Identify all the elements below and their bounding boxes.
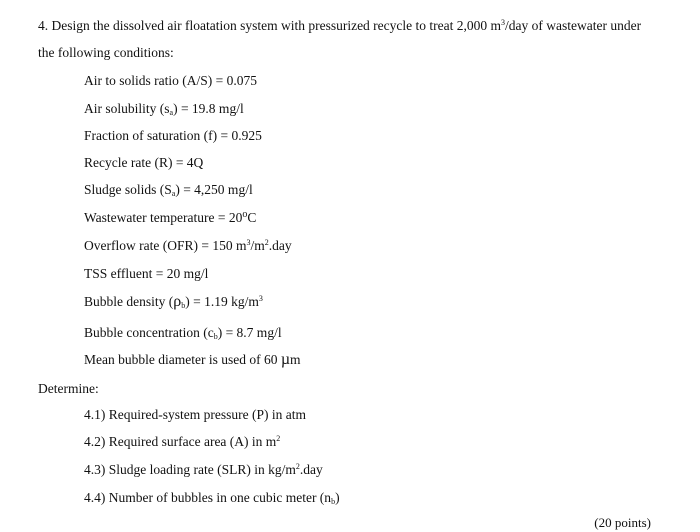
condition-air-solids-ratio: Air to solids ratio (A/S) = 0.075 [84,73,257,88]
condition-mean-bubble-diameter: Mean bubble diameter is used of 60 µm [84,351,301,368]
determine-label: Determine: [38,381,99,396]
question-line-1: 4. Design the dissolved air floatation system with pressurized recycle to treat 2,000 $m^3$/day of wastewater under [38,18,642,33]
condition-tss-effluent: TSS effluent = 20 mg/l [84,266,209,281]
condition-bubble-density: Bubble density $(\rho_b) = 1.19$ $kg/m^3$ [84,293,263,310]
condition-fraction-saturation: Fraction of saturation (f) = 0.925 [84,128,262,143]
task-4-2: 4.2) Required surface area (A) in $m^2$ [84,434,281,449]
question-line-2: the following conditions: [38,45,174,60]
condition-overflow-rate: Overflow rate (OFR) = 150 $m^3/m^2.day$ [84,238,292,253]
condition-bubble-concentration: Bubble concentration $(c_b) = 8.7$ mg/l [84,325,282,341]
condition-recycle-rate: Recycle rate (R) = 4Q [84,155,204,170]
task-4-4: 4.4) Number of bubbles in one cubic meter $(n_b)$ [84,490,340,506]
task-4-3: 4.3) Sludge loading rate (SLR) in $kg/m^2.day$ [84,462,323,477]
points-label: (20 points) [594,515,651,530]
condition-sludge-solids: Sludge solids $(S_a) = 4,250$ mg/l [84,182,253,198]
condition-wastewater-temperature: Wastewater temperature = $20^oC$ [84,209,257,225]
condition-air-solubility: Air solubility $(s_a) = 19.8$ mg/l [84,101,244,117]
task-4-1: 4.1) Required-system pressure (P) in atm [84,407,306,422]
